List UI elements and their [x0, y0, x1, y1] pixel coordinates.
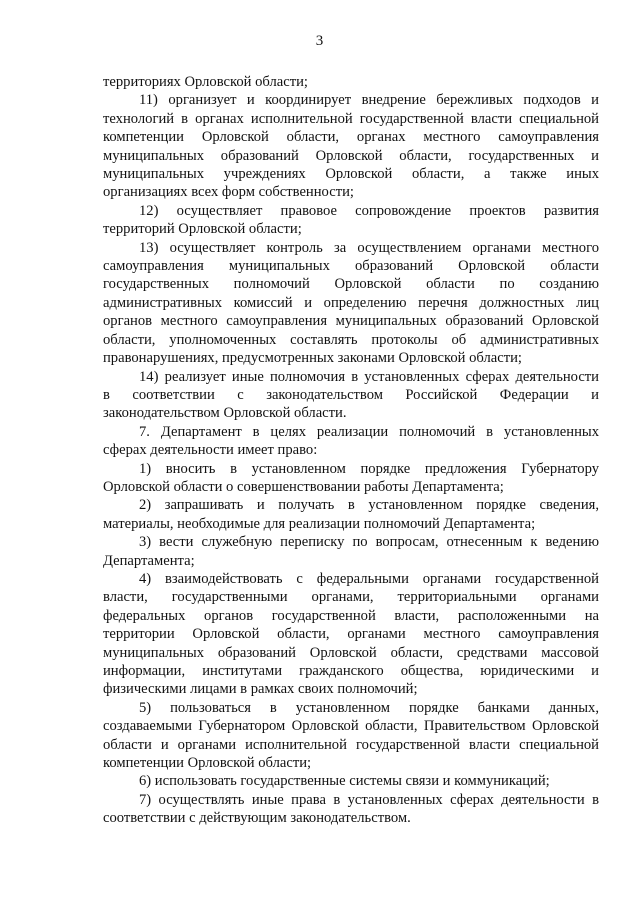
paragraph-line: самоуправления муниципальных образований Орловской области [103, 258, 599, 275]
paragraph-line: 5) пользоваться в установленном порядке банками данных, [139, 699, 599, 716]
paragraph-line: области, уполномоченных составлять протоколы об административных [103, 331, 599, 348]
paragraph-line: государственных полномочий Орловской области по созданию [103, 276, 599, 293]
paragraph-line: муниципальных образований Орловской области, средствами массовой [103, 644, 599, 661]
paragraph-line: соответствии с действующим законодательством. [103, 810, 411, 827]
paragraph-line: физическими лицами в рамках своих полномочий; [103, 681, 418, 698]
paragraph-line: административных комиссий и определению перечня должностных лиц [103, 294, 599, 311]
paragraph-line: 2) запрашивать и получать в установленном порядке сведения, [139, 497, 599, 514]
paragraph-line: компетенции Орловской области; [103, 755, 312, 772]
paragraph-line: сферах деятельности имеет право: [103, 442, 318, 459]
paragraph-line: компетенции Орловской области, органах местного самоуправления [103, 129, 599, 146]
paragraph-line: органов местного самоуправления муниципальных образований Орловской [103, 313, 599, 330]
paragraph-line: 12) осуществляет правовое сопровождение проектов развития [139, 202, 599, 219]
paragraph-line: области и органами исполнительной государственной власти специальной [103, 736, 599, 753]
paragraph-line: 11) организует и координирует внедрение бережливых подходов и [139, 92, 599, 109]
paragraph-line: в соответствии с законодательством Российской Федерации и [103, 386, 599, 403]
paragraph-line: законодательством Орловской области. [103, 405, 347, 422]
paragraph-line: территориях Орловской области; [103, 74, 308, 90]
paragraph-line: 7) осуществлять иные права в установленных сферах деятельности в [139, 791, 599, 808]
paragraph-line: 1) вносить в установленном порядке предложения Губернатору [139, 460, 599, 477]
paragraph-line: создаваемыми Губернатором Орловской области, Правительством Орловской [103, 718, 599, 735]
paragraph-line: власти, государственными органами, территориальными органами [103, 589, 599, 606]
paragraph-line: муниципальных образований Орловской области, государственных и [103, 147, 599, 164]
paragraph-line: Орловской области о совершенствовании работы Департамента; [103, 478, 504, 495]
paragraph-line: Департамента; [103, 552, 195, 569]
paragraph-line: 3) вести служебную переписку по вопросам, отнесенным к ведению [139, 534, 599, 551]
paragraph-line: материалы, необходимые для реализации полномочий Департамента; [103, 515, 536, 532]
paragraph-line: 6) использовать государственные системы связи и коммуникаций; [139, 773, 550, 790]
paragraph-line: территории Орловской области, органами местного самоуправления [103, 626, 599, 643]
paragraph-line: правонарушениях, предусмотренных законами Орловской области; [103, 350, 522, 367]
paragraph-line: 7. Департамент в целях реализации полномочий в установленных [139, 423, 599, 440]
paragraph-line: 13) осуществляет контроль за осуществлением органами местного [139, 239, 599, 256]
paragraph-line: организациях всех форм собственности; [103, 184, 354, 201]
paragraph-line: 4) взаимодействовать с федеральными органами государственной [139, 570, 599, 587]
paragraph-line: 14) реализует иные полномочия в установленных сферах деятельности [139, 368, 599, 385]
document-body [103, 73, 599, 828]
paragraph-line: территорий Орловской области; [103, 221, 302, 238]
paragraph-line: технологий в органах исполнительной государственной власти специальной [103, 110, 599, 127]
page-number: 3 [315, 33, 324, 49]
paragraph-line: федеральных органов государственной власти, расположенными на [103, 607, 599, 624]
paragraph-line: муниципальных учреждениях Орловской области, а также иных [103, 166, 599, 183]
paragraph-line: информации, институтами гражданского общества, юридическими и [103, 663, 599, 679]
